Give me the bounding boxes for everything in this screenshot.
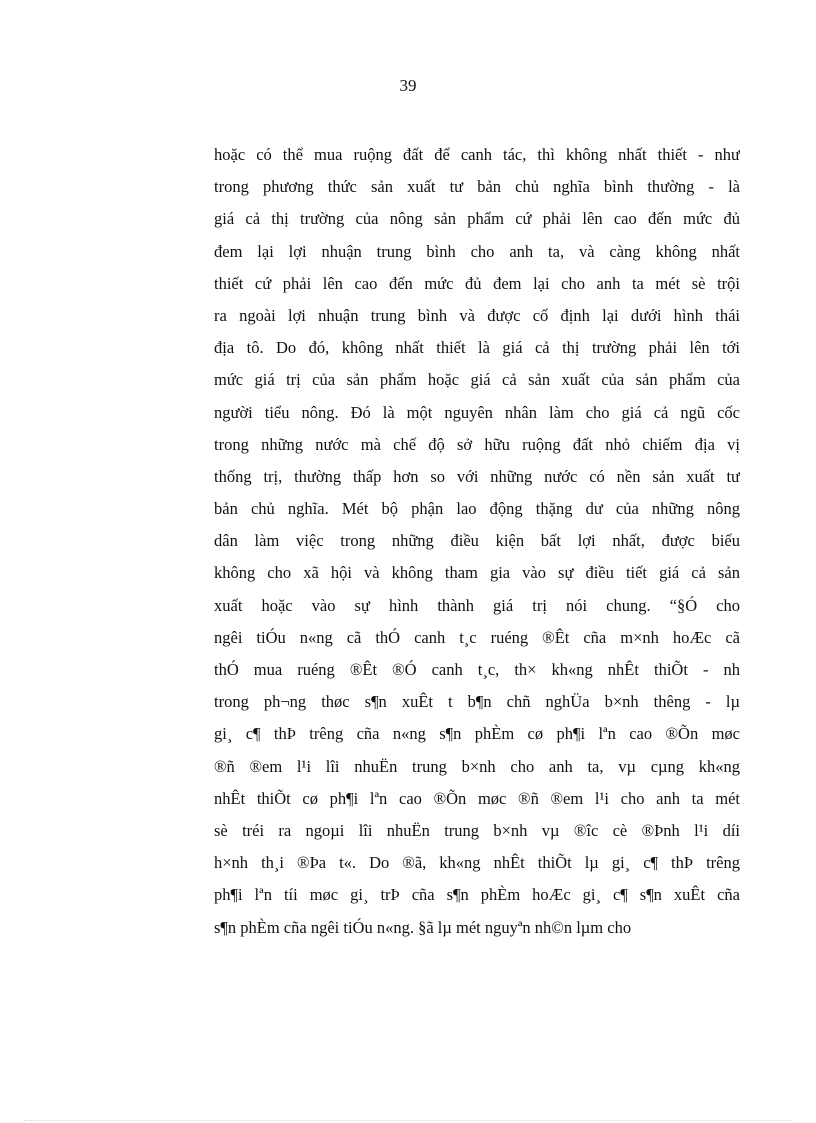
text-line: gi¸ c¶ thÞ trêng cña n«ng s¶n phÈm cø ph¶i lªn cao ®Õn møc [214, 724, 740, 744]
text-line: ra ngoài lợi nhuận trung bình và được cố định lại dưới hình thái [214, 305, 740, 325]
text-line: nhÊt thiÕt cø ph¶i lªn cao ®Õn møc ®ñ ®em l¹i cho anh ta mét [214, 788, 740, 808]
text-line: trong ph¬ng thøc s¶n xuÊt t b¶n chñ nghÜa b×nh thêng - lµ [214, 692, 740, 712]
body-text [214, 139, 740, 944]
text-line: s¶n phÈm cña ngêi tiÓu n«ng. §ã lµ mét nguyªn nh©n lµm cho [214, 917, 632, 937]
text-line: trong phương thức sản xuất tư bản chủ nghĩa bình thường - là [214, 177, 740, 197]
text-line: thÓ mua ruéng ®Êt ®Ó canh t¸c, th× kh«ng nhÊt thiÕt - nh [214, 660, 740, 679]
text-line: bản chủ nghĩa. Mét bộ phận lao động thặng dư của những nông [214, 499, 740, 519]
text-line: trong những nước mà chế độ sở hữu ruộng đất nhỏ chiếm địa vị [214, 434, 740, 454]
text-line: dân làm việc trong những điều kiện bất lợi nhất, được biếu [214, 531, 740, 551]
page-number: 39 [399, 76, 417, 95]
footer-divider [24, 1120, 792, 1121]
text-line: giá cả thị trường của nông sản phẩm cứ phải lên cao đến mức đủ [214, 209, 740, 229]
text-line: ph¶i lªn tíi møc gi¸ trÞ cña s¶n phÈm hoÆc gi¸ c¶ s¶n xuÊt cña [214, 885, 740, 905]
text-line: địa tô. Do đó, không nhất thiết là giá cả thị trường phải lên tới [214, 338, 740, 358]
text-line: thống trị, thường thấp hơn so với những nước có nền sản xuất tư [214, 466, 740, 486]
text-line: đem lại lợi nhuận trung bình cho anh ta, và càng không nhất [214, 241, 740, 261]
text-line: hoặc có thể mua ruộng đất để canh tác, thì không nhất thiết - như [214, 145, 740, 164]
text-line: mức giá trị của sản phẩm hoặc giá cả sản xuất của sản phẩm của [214, 370, 740, 390]
text-line: h×nh th¸i ®Þa t«. Do ®ã, kh«ng nhÊt thiÕt lµ gi¸ c¶ thÞ trêng [214, 853, 740, 873]
text-line: ®ñ ®em l¹i lîi nhuËn trung b×nh cho anh ta, vµ cµng kh«ng [214, 756, 740, 776]
text-line: sè tréi ra ngoµi lîi nhuËn trung b×nh vµ ®îc cè ®Þnh l¹i díi [214, 820, 740, 840]
text-line: thiết cứ phải lên cao đến mức đủ đem lại cho anh ta mét sè trội [214, 273, 740, 293]
text-line: người tiểu nông. Đó là một nguyên nhân làm cho giá cả ngũ cốc [214, 402, 740, 422]
text-line: xuất hoặc vào sự hình thành giá trị nói chung. “§Ó cho [214, 595, 740, 615]
text-line: ngêi tiÓu n«ng cã thÓ canh t¸c ruéng ®Êt cña m×nh hoÆc cã [214, 627, 740, 647]
text-line: không cho xã hội và không tham gia vào sự điều tiết giá cả sản [214, 563, 740, 583]
